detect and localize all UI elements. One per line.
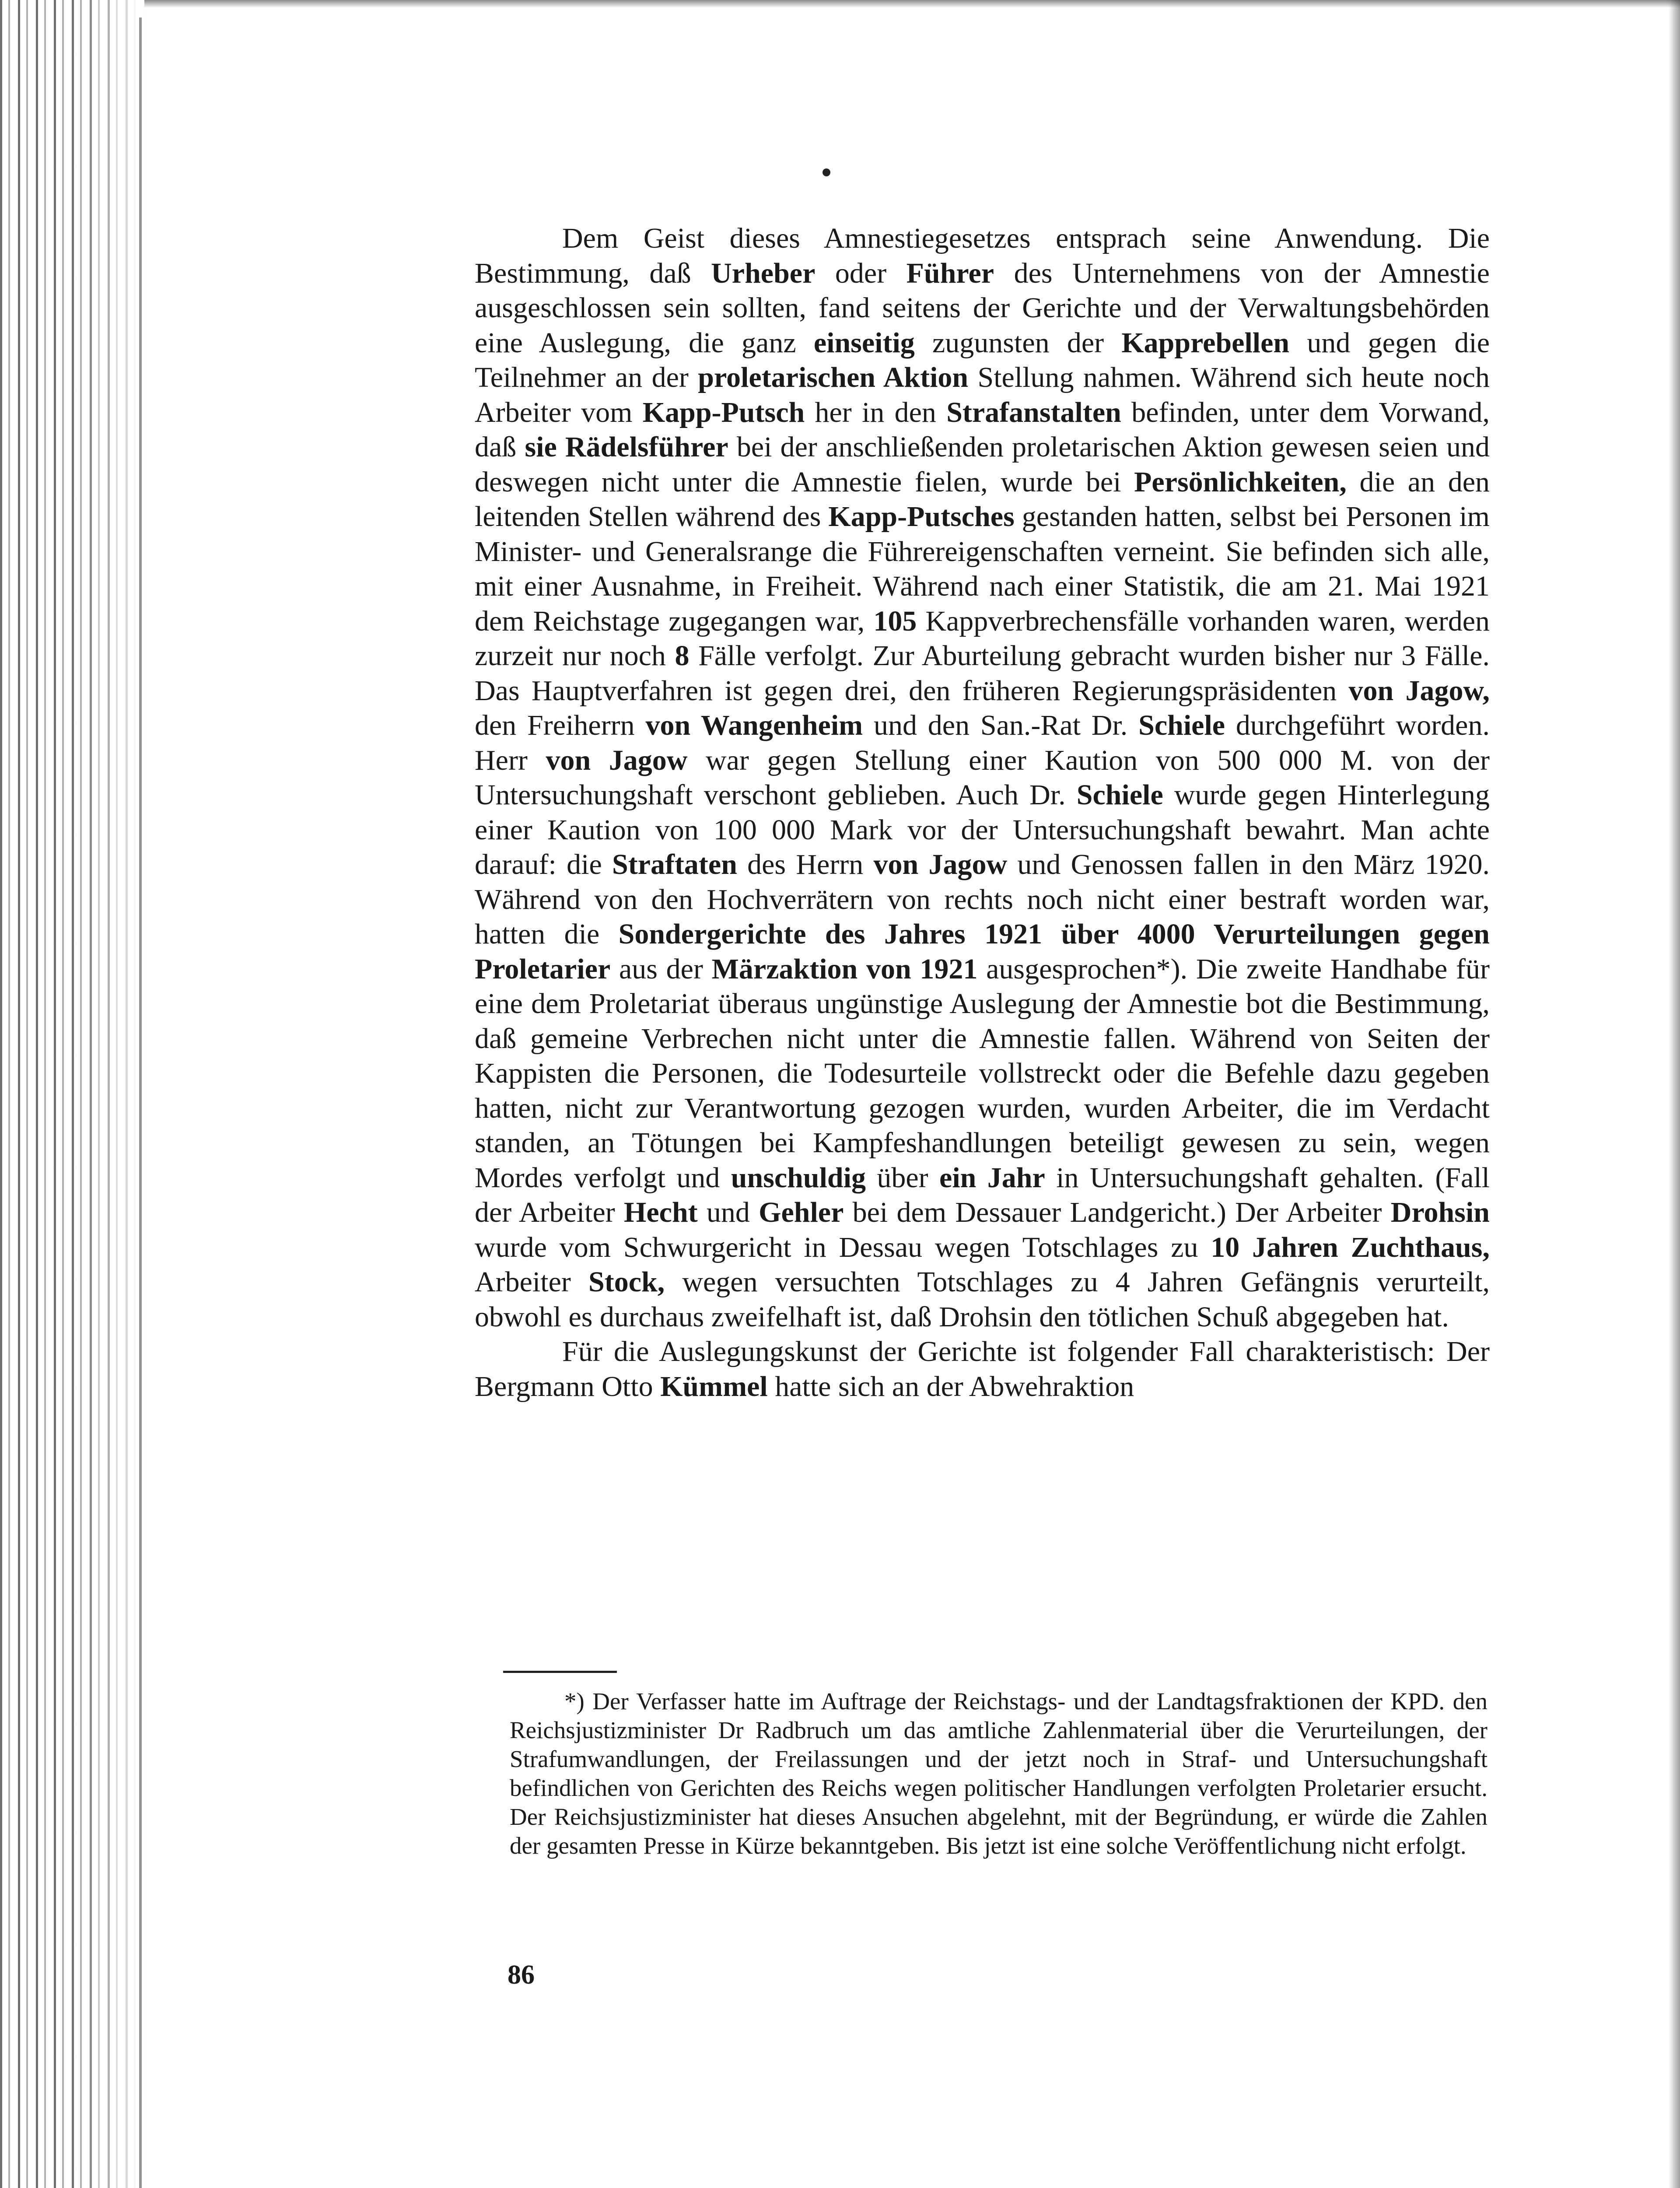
text-run: über [865,1161,940,1194]
text-run: bei dem Dessauer Landgericht.) Der Arbeiter [844,1196,1391,1228]
footnote-text: *) Der Verfasser hatte im Auftrage der Reichstags- und der Landtagsfraktionen der KPD. den Reichsjustizminister Dr Radbruch um das amtliche Zahlenmaterial über die Verurteilungen, der Strafumwandlungen, der Freilassungen und der jetzt noch in Straf- und Untersuchungshaft befindlichen von Gerichten des Reichs wegen politischer Handlungen verfolgten Proletarier ersucht. Der Reichsjustizminister hat dieses Ansuchen abgelehnt, mit der Begründung, er würde die Zahlen der gesamten Presse in Kürze bekanntgeben. Bis jetzt ist eine solche Veröffentlichung nicht erfolgt. [510,1688,1488,1859]
emphasis: Sondergerichte des Jahres 1921 über 4000 Verurteilungen gegen Proletarier [475,918,1490,985]
emphasis: Kapp-Putsch [642,396,805,428]
emphasis: Urheber [711,257,816,289]
text-run: Dem Geist dieses Amnestiegesetzes entsprach seine Anwendung. Die Bestimmung, daß [475,222,1490,289]
emphasis: sie Rädelsführer [525,431,728,463]
text-run: wegen versuchten Totschlages zu 4 Jahren Gefängnis verurteilt, obwohl es durchaus zweifelhaft ist, daß Drohsin den tötlichen Schuß abgegeben hat. [475,1266,1490,1333]
emphasis: Kümmel [660,1370,768,1403]
emphasis: Persönlichkeiten, [1134,466,1347,498]
text-run: gestanden hatten, selbst bei Personen im Minister- und Generalsrange die Führereigenschaften verneint. Sie befinden sich alle, mit einer Ausnahme, in Freiheit. Während nach einer Statistik, die am 21. Mai 1921 dem Reichstage zugegangen war, [475,501,1490,637]
text-run: Stellung nahmen. Während sich heute noch Arbeiter vom [475,361,1490,428]
text-run: oder [815,257,906,289]
emphasis: Kapprebellen [1121,326,1290,359]
text-run: her in den [805,396,947,428]
text-run: Für die Auslegungskunst der Gerichte ist folgender Fall charakteristisch: Der Bergmann Otto [475,1336,1490,1403]
text-run: Kappverbrechensfälle vorhanden waren, werden zurzeit nur noch [475,605,1490,672]
text-run: wurde vom Schwurgericht in Dessau wegen Totschlages zu [475,1231,1211,1263]
text-run: aus der [610,953,712,985]
text-run: des Unternehmens von der Amnestie ausgeschlossen sein sollten, fand seitens der Gerichte und der Verwaltungsbehörden eine Auslegung, die ganz [475,257,1490,359]
emphasis: Führer [906,257,994,289]
paragraph-2 [475,1334,1490,1404]
emphasis: Hecht [624,1196,698,1228]
emphasis: von Wangenheim [645,709,863,741]
text-run: in Untersuchungshaft gehalten. (Fall der Arbeiter [475,1161,1490,1228]
emphasis: Gehler [759,1196,844,1228]
text-run: befinden, unter dem Vorwand, daß [475,396,1490,463]
text-run: wurde gegen Hinterlegung einer Kaution von 100 000 Mark vor der Untersuchungshaft bewahrt. Man achte darauf: die [475,779,1490,880]
text-run: Fälle verfolgt. Zur Aburteilung gebracht wurden bisher nur 3 Fälle. Das Hauptverfahren ist gegen drei, den früheren Regierungspräsidenten [475,640,1490,707]
footnote [510,1687,1488,1860]
emphasis: einseitig [813,326,915,359]
text-run: und Genossen fallen in den März 1920. Während von den Hochverrätern von rechts noch nicht einer bestraft worden war, hatten die [475,849,1490,950]
emphasis: Stock, [588,1266,665,1298]
emphasis: von Jagow [873,849,1008,880]
text-run: bei der anschließenden proletarischen Aktion gewesen seien und deswegen nicht unter die Amnestie fielen, wurde bei [475,431,1490,498]
scan-top-edge [144,0,1680,8]
emphasis: Schiele [1076,779,1163,811]
emphasis: Straftaten [612,849,737,880]
text-run: und gegen die Teilnehmer an der [475,326,1490,393]
text-run: war gegen Stellung einer Kaution von 500 000 M. von der Untersuchungshaft verschont geblieben. Auch Dr. [475,744,1490,811]
printing-dot [822,168,830,176]
text-run: durchgeführt worden. Herr [475,709,1490,776]
scan-right-edge [1669,0,1680,2188]
text-run: zugunsten der [914,326,1122,359]
emphasis: unschuldig [731,1161,866,1194]
emphasis: 10 Jahren Zuchthaus, [1211,1231,1490,1263]
text-run: und [697,1196,759,1228]
page-edge-shadow [79,0,144,2188]
emphasis: Drohsin [1390,1196,1490,1228]
text-run: hatte sich an der Abwehraktion [767,1370,1134,1403]
text-run: Arbeiter [475,1266,589,1298]
page-number: 86 [508,1960,535,1990]
emphasis: von Jagow, [1348,674,1490,707]
body-text [475,221,1490,1404]
text-run: ausgesprochen*). Die zweite Handhabe für eine dem Proletariat überaus ungünstige Auslegung der Amnestie bot die Bestimmung, daß gemeine Verbrechen nicht unter die Amnestie fallen. Während von Seiten der Kappisten die Personen, die Todesurteile vollstreckt oder die Befehle dazu gegeben hatten, nicht zur Verantwortung gezogen wurden, wurden Arbeiter, die im Verdacht standen, an Tötungen bei Kampfeshandlungen beteiligt gewesen zu sein, wegen Mordes verfolgt und [475,953,1490,1194]
footnote-separator [503,1671,617,1673]
emphasis: 105 [873,605,917,637]
text-run: des Herrn [737,849,874,880]
emphasis: 8 [675,640,690,672]
binding-gutter [139,18,142,2188]
text-run: und den San.-Rat Dr. [863,709,1139,741]
emphasis: Strafanstalten [946,396,1121,428]
text-run: die an den leitenden Stellen während des [475,466,1490,533]
paragraph-1 [475,221,1490,1334]
emphasis: Kapp-Putsches [828,501,1015,533]
emphasis: Schiele [1138,709,1225,741]
emphasis: ein Jahr [939,1161,1045,1194]
emphasis: von Jagow [546,744,688,776]
emphasis: proletarischen Aktion [698,361,969,393]
text-run: den Freiherrn [475,709,646,741]
emphasis: Märzaktion von 1921 [711,953,978,985]
